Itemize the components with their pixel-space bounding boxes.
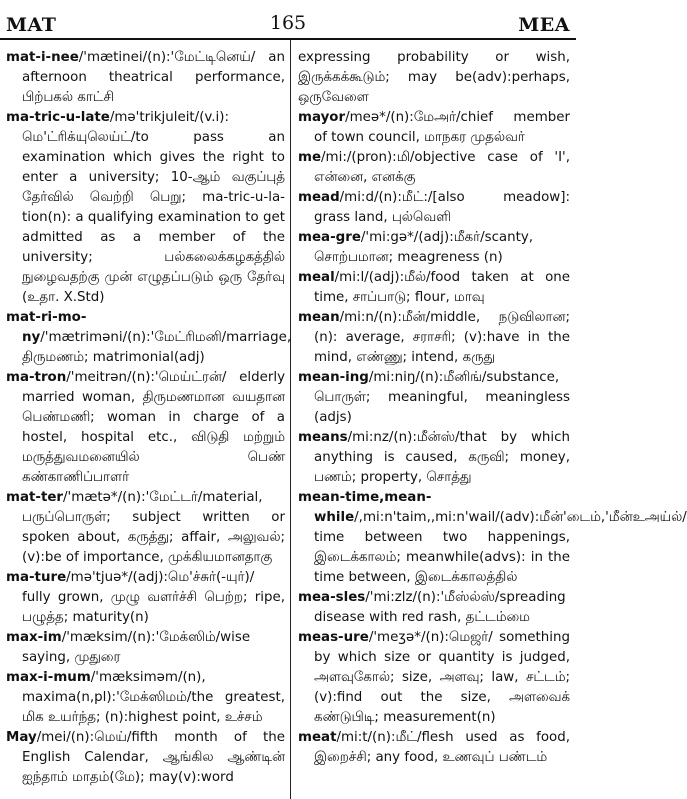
dictionary-entry-continued (298, 48, 570, 108)
left-column (6, 48, 292, 788)
entry-headword: mea-sles (298, 590, 366, 605)
entry-body: /meə*/(n):மேஅர்/chief member of town council, மாநகர முதல்வர் (314, 110, 570, 145)
entry-body: /mi:d/(n):மீட்:/[also meadow]: grass land, புல்வெளி (314, 190, 570, 225)
entry-headword: ma-tric-u-late (6, 110, 110, 125)
dictionary-entry (298, 108, 570, 148)
dictionary-entry (298, 428, 570, 488)
dictionary-entry (298, 368, 570, 428)
dictionary-entry (6, 668, 285, 728)
dictionary-entry (6, 368, 285, 488)
entry-headword: mea-gre (298, 230, 361, 245)
entry-body: /mi:t/(n):மீட்/flesh used as food, இறைச்சி; any food, உணவுப் பண்டம் (314, 730, 570, 765)
left-guide-word: MAT (6, 14, 57, 36)
entry-headword: mat-ri-mo-ny (6, 310, 87, 345)
entry-body: /mi:/(pron):மி/objective case of 'I', என்னை, எனக்கு (314, 150, 570, 185)
entry-body: /'meʒǝ*/(n):மெஜர்/ something by which size or quantity is judged, அளவுகோல்; size, அளவு; law, சட்டம்; (v):find out the size, அளவைக் கண்டுபிடி; measurement(n) (314, 630, 570, 725)
entry-body: /,mi:n'taim,,mi:n'wail/(adv):மீன்'டைம்,'மீன்உஅய்ல்/ time between two happenings, இடைக்காலம்; meanwhile(advs): in the time between, இடைக்காலத்தில் (314, 510, 687, 585)
column-divider (290, 40, 291, 799)
dictionary-entry (298, 228, 570, 268)
right-column (298, 48, 687, 768)
entry-body: /mi:n/(n):மீன்/middle, நடுவிலான; (n): average, சராசரி; (v):have in the mind, எண்ணு; intend, கருது (314, 310, 570, 365)
entry-body: /mə'trikjuleit/(v.i): மெ'ட்ரிக்யுலெய்ட்/to pass an examination which gives the right to enter a university; 10-ஆம் வகுப்புத் தேர்வில் வெற்றி பெறு; ma-tric-u-la-tion(n): a qualifying examination to get admitted as a member of the university; பல்கலைக்கழகத்தில் நுழைவதற்கு முன் எழுதப்படும் ஒரு தேர்வு (உதா. X.Std) (22, 110, 286, 305)
entry-body: /mi:nz/(n):மீன்ஸ்/that by which anything is caused, கருவி; money, பணம்; property, சொத்து (314, 430, 570, 485)
entry-body: /mei/(n):மெய்/fifth month of the English Calendar, ஆங்கில ஆண்டின் ஐந்தாம் மாதம்(மே); may(v):word (22, 730, 285, 785)
dictionary-entry (298, 308, 570, 368)
entry-headword: ma-ture (6, 570, 67, 585)
entry-headword: means (298, 430, 348, 445)
entry-headword: mayor (298, 110, 346, 125)
header-rule (0, 38, 576, 40)
entry-headword: mean (298, 310, 340, 325)
entry-body: /'mi:zlz/(n):'மீஸ்ல்ஸ்/spreading disease with red rash, தட்டம்மை (314, 590, 566, 625)
entry-body: /'meitrǝn/(n):'மெய்ட்ரன்/ elderly married woman, திருமணமான வயதான பெண்மணி; woman in charge of a hostel, hospital etc., விடுதி மற்றும் மருத்துவமனையில் பெண் கண்காணிப்பாளர் (22, 370, 285, 485)
entry-body: /mi:l/(adj):மீல்/food taken at one time, சாப்பாடு; flour, மாவு (314, 270, 570, 305)
entry-headword: mat-ter (6, 490, 64, 505)
entry-body: expressing probability or wish, இருக்கக்கூடும்; may be(adv):perhaps, ஒருவேளை (298, 50, 570, 105)
dictionary-entry (6, 308, 292, 368)
dictionary-entry (298, 188, 570, 228)
page-number: 165 (269, 12, 307, 34)
dictionary-entry (298, 268, 570, 308)
entry-body: /mə'tjuə*/(adj):மெ'ச்சுர்(-யுர்)/ fully grown, முழு வளர்ச்சி பெற்ற; ripe, பழுத்த; maturity(n) (22, 570, 285, 625)
entry-headword: mat-i-nee (6, 50, 79, 65)
entry-body: /'mætinei/(n):'மேட்டினெய்/ an afternoon theatrical performance, பிற்பகல் காட்சி (22, 50, 285, 105)
entry-headword: me (298, 150, 322, 165)
dictionary-entry (298, 588, 570, 628)
entry-headword: ma-tron (6, 370, 67, 385)
page-header (0, 0, 576, 38)
dictionary-entry (298, 728, 570, 768)
right-guide-word: MEA (518, 14, 570, 36)
dictionary-entry (6, 48, 285, 108)
dictionary-entry (298, 148, 570, 188)
dictionary-entry (6, 728, 285, 788)
dictionary-entry (6, 628, 285, 668)
entry-headword: meas-ure (298, 630, 369, 645)
entry-body: /'mæksim/(n):'மேக்ஸிம்/wise saying, முதுரை (22, 630, 251, 665)
entry-headword: max-im (6, 630, 62, 645)
entry-headword: meal (298, 270, 335, 285)
entry-body: /'mætrimǝni/(n):'மேட்ரிமனி/marriage, திருமணம்; matrimonial(adj) (22, 330, 292, 365)
entry-headword: May (6, 730, 37, 745)
dictionary-entry (6, 488, 285, 568)
dictionary-entry (298, 488, 687, 588)
dictionary-entry (6, 568, 285, 628)
entry-headword: mead (298, 190, 340, 205)
entry-headword: meat (298, 730, 337, 745)
dictionary-entry (298, 628, 570, 728)
entry-headword: mean-ing (298, 370, 369, 385)
entry-headword: max-i-mum (6, 670, 91, 685)
entry-body: /'mæksimǝm/(n), maxima(n,pl):'மேக்ஸிமம்/the greatest, மிக உயர்ந்த; (n):highest point, உச்சம் (22, 670, 285, 725)
dictionary-entry (6, 108, 285, 308)
entry-body: /mi:niŋ/(n):மீனிங்/substance, பொருள்; meaningful, meaningless (adjs) (314, 370, 570, 425)
entry-headword: mean-time,mean-while (298, 490, 432, 525)
entry-body: /'mi:gǝ*/(adj):மீகர்/scanty, சொற்பமான; meagreness (n) (314, 230, 534, 265)
entry-body: /'mætə*/(n):'மேட்டர்/material, பருப்பொருள்; subject written or spoken about, கருத்து; affair, அலுவல்; (v):be of importance, முக்கியமானதாகு (22, 490, 285, 565)
